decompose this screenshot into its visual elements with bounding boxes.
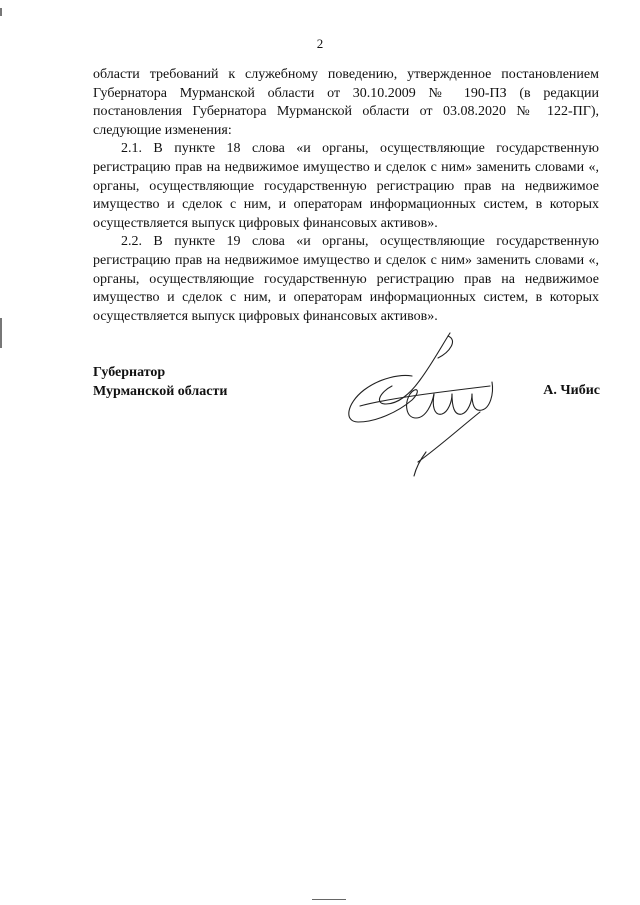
document-body <box>93 66 599 326</box>
signatory-name: А. Чибис <box>543 383 600 398</box>
margin-mark <box>0 8 2 16</box>
footer-mark <box>312 899 346 900</box>
paragraph-2-1: 2.1. В пункте 18 слова «и органы, осуществляющие государственную регистрацию прав на недвижимое имущество и сделок с ним» заменить словами «, органы, осуществляющие государственную регистрацию прав на недвижимое имущество и сделок с ним, и операторам информационных систем, в которых осуществляется выпуск цифровых финансовых активов». <box>93 141 599 231</box>
signatory-title <box>93 364 227 401</box>
signatory-title-line: Губернатор <box>93 365 166 380</box>
page-number: 2 <box>316 36 324 51</box>
signatory-title-line: Мурманской области <box>93 383 228 399</box>
paragraph-2-2: 2.2. В пункте 19 слова «и органы, осуществляющие государственную регистрацию прав на недвижимое имущество и сделок с ним» заменить словами «, органы, осуществляющие государственную регистрацию прав на недвижимое имущество и сделок с ним, и операторам информационных систем, в которых осуществляется выпуск цифровых финансовых активов». <box>93 234 599 324</box>
handwritten-signature <box>340 328 500 488</box>
paragraph-intro: области требований к служебному поведению, утвержденное постановлением Губернатора Мурманской области от 30.10.2009 № 190-ПЗ (в редакции постановления Губернатора Мурманской области от 03.08.2020 № 122-ПГ), следующие изменения: <box>93 67 599 138</box>
margin-mark <box>0 318 2 348</box>
